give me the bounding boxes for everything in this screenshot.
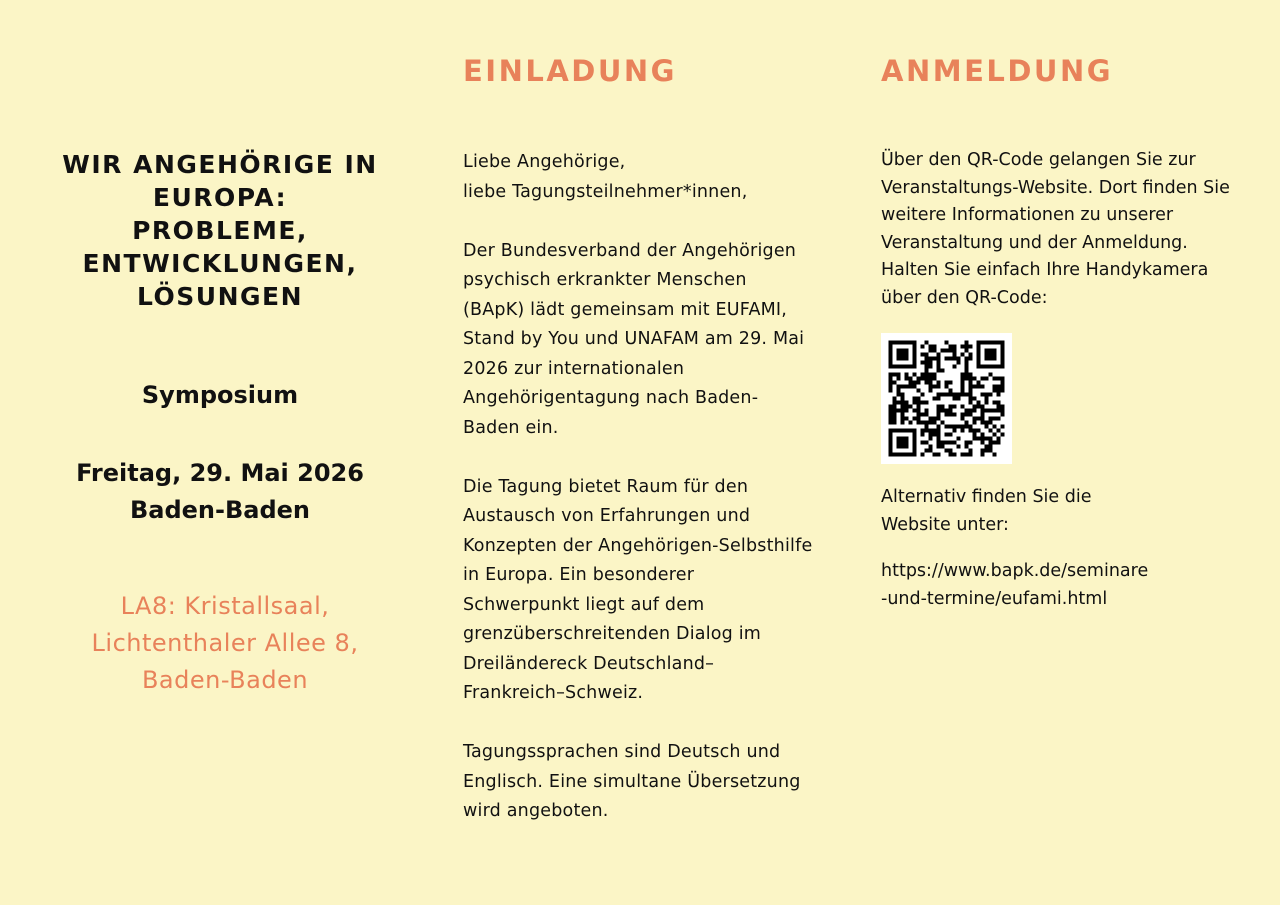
venue-line: Baden-Baden xyxy=(141,666,309,694)
registration-paragraph: Über den QR-Code gelangen Sie zur Veranstaltungs-Website. Dort finden Sie weitere Informationen zu unserer Veranstaltung und der Anmeldung. Halten Sie einfach Ihre Handykamera über den QR-Code: xyxy=(881,150,1230,308)
venue-line: LA8: Kristallsaal, xyxy=(120,592,330,620)
event-type: Symposium xyxy=(141,381,299,409)
greeting xyxy=(463,148,813,207)
website-url-line: https://www.bapk.de/seminare xyxy=(881,561,1149,581)
invitation-heading: EINLADUNG xyxy=(463,54,677,88)
invitation-paragraph: Die Tagung bietet Raum für den Austausch von Erfahrungen und Konzepten der Angehörigen-Selbsthilfe in Europa. Ein besonderer Schwerpunkt liegt auf dem grenzüberschreitenden Dialog im Dreiländereck Deutschland–Frankreich–Schweiz. xyxy=(463,476,813,703)
qr-code-icon[interactable] xyxy=(881,333,1012,464)
event-title-line: WIR ANGEHÖRIGE IN xyxy=(62,150,378,179)
venue-line: Lichtenthaler Allee 8, xyxy=(91,629,359,657)
website-url-line: -und-termine/eufami.html xyxy=(881,588,1108,609)
greeting-line: liebe Tagungsteilnehmer*innen, xyxy=(463,181,748,202)
invitation-paragraph: Tagungssprachen sind Deutsch und Englisch. Eine simultane Übersetzung wird angeboten. xyxy=(463,742,801,821)
invitation-body xyxy=(463,148,813,856)
event-title-line: EUROPA: xyxy=(152,183,288,212)
qr-code-graphic xyxy=(881,333,1012,464)
event-date xyxy=(40,455,400,529)
event-title-line: LÖSUNGEN xyxy=(136,282,304,311)
event-venue xyxy=(40,588,410,699)
event-date-line: Freitag, 29. Mai 2026 xyxy=(76,459,364,487)
event-title-line: PROBLEME, xyxy=(132,216,308,245)
greeting-line: Liebe Angehörige, xyxy=(463,152,626,172)
event-title-line: ENTWICKLUNGEN, xyxy=(82,249,358,278)
registration-text xyxy=(881,147,1231,312)
registration-heading: ANMELDUNG xyxy=(881,54,1114,88)
event-location-line: Baden-Baden xyxy=(129,496,311,524)
event-title xyxy=(40,148,400,313)
alternative-text: Alternativ finden Sie die Website unter: xyxy=(881,487,1092,535)
website-url[interactable] xyxy=(881,558,1181,613)
invitation-paragraph: Der Bundesverband der Angehörigen psychisch erkrankter Menschen (BApK) lädt gemeinsam mit EUFAMI, Stand by You und UNAFAM am 29. Mai 2026 zur internationalen Angehörigentagung nach Baden-Baden ein. xyxy=(463,240,805,438)
